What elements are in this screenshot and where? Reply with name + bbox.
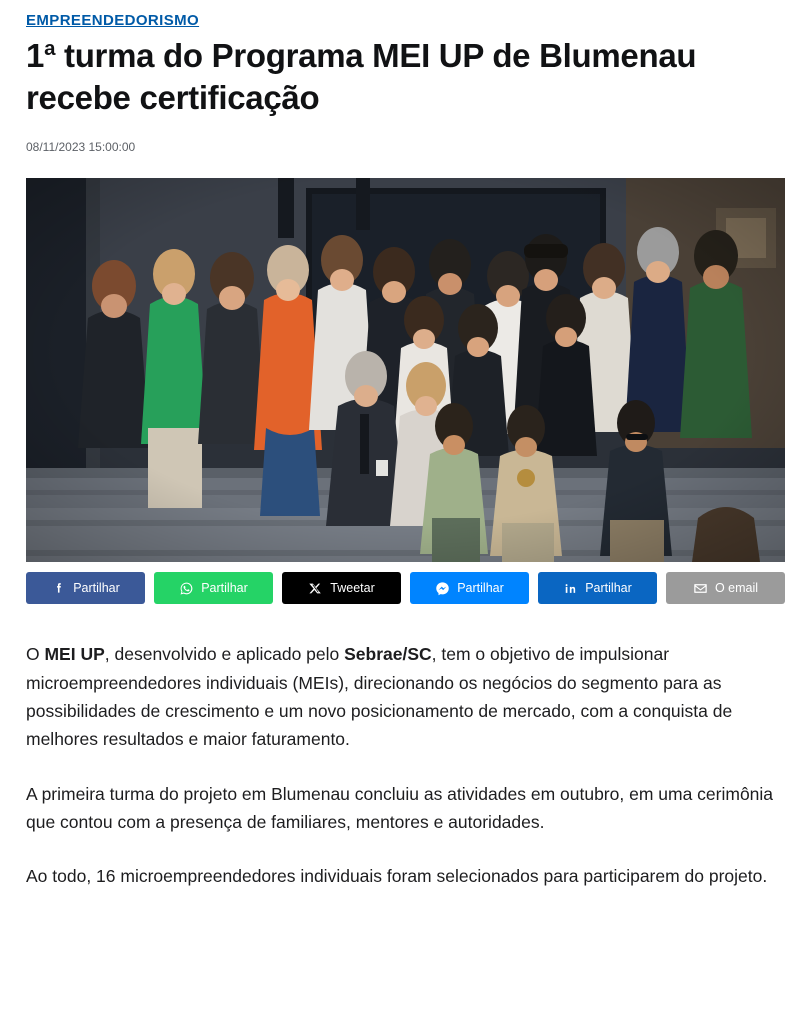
article-paragraph-1 xyxy=(26,640,796,753)
headline-rest: turma do Programa MEI UP de Blumenau recebe certificação xyxy=(26,37,697,116)
linkedin-icon xyxy=(563,581,578,596)
share-email-label: O email xyxy=(714,581,759,596)
share-messenger-label: Partilhar xyxy=(457,581,504,596)
share-email-button[interactable] xyxy=(666,572,785,604)
share-whatsapp-label: Partilhar xyxy=(201,581,248,596)
article-container xyxy=(0,12,811,891)
share-facebook-label: Partilhar xyxy=(73,581,120,596)
share-messenger-button[interactable] xyxy=(410,572,529,604)
p1-seg-a: O xyxy=(26,644,45,665)
article-hero-image xyxy=(26,178,785,562)
share-bar xyxy=(26,572,785,604)
share-twitter-label: Tweetar xyxy=(330,581,375,596)
article-category-link[interactable]: EMPREENDEDORISMO xyxy=(26,12,200,29)
whatsapp-icon xyxy=(179,581,194,596)
article-paragraph-3: Ao todo, 16 microempreendedores individuais foram selecionados para participarem do projeto. xyxy=(26,866,768,887)
headline-number: 1 xyxy=(26,37,45,74)
article-paragraph-2: A primeira turma do projeto em Blumenau concluiu as atividades em outubro, em uma cerimônia que contou com a presença de familiares, mentores e autoridades. xyxy=(26,783,774,832)
p1-bold-sebrae: Sebrae/SC xyxy=(344,644,432,665)
share-twitter-button[interactable] xyxy=(282,572,401,604)
p1-bold-meiup: MEI UP xyxy=(44,644,105,665)
share-linkedin-button[interactable] xyxy=(538,572,657,604)
share-facebook-button[interactable] xyxy=(26,572,145,604)
facebook-icon xyxy=(51,581,66,596)
p1-seg-b: , desenvolvido e aplicado pelo xyxy=(104,644,345,665)
share-linkedin-label: Partilhar xyxy=(585,581,632,596)
article-timestamp: 08/11/2023 15:00:00 xyxy=(26,140,136,155)
headline-ordinal-suffix: a xyxy=(44,37,56,60)
page-title xyxy=(26,35,785,118)
share-whatsapp-button[interactable] xyxy=(154,572,273,604)
twitter-x-icon xyxy=(308,581,323,596)
email-icon xyxy=(693,581,708,596)
messenger-icon xyxy=(435,581,450,596)
article-body xyxy=(26,640,796,890)
p1-seg-c: , tem o objetivo de impulsionar microempreendedores individuais (MEIs), direcionando os negócios do segmento para as possibilidades de crescimento e um novo posicionamento de mercado, com a conquista de melhores resultados e maior faturamento. xyxy=(26,644,733,750)
